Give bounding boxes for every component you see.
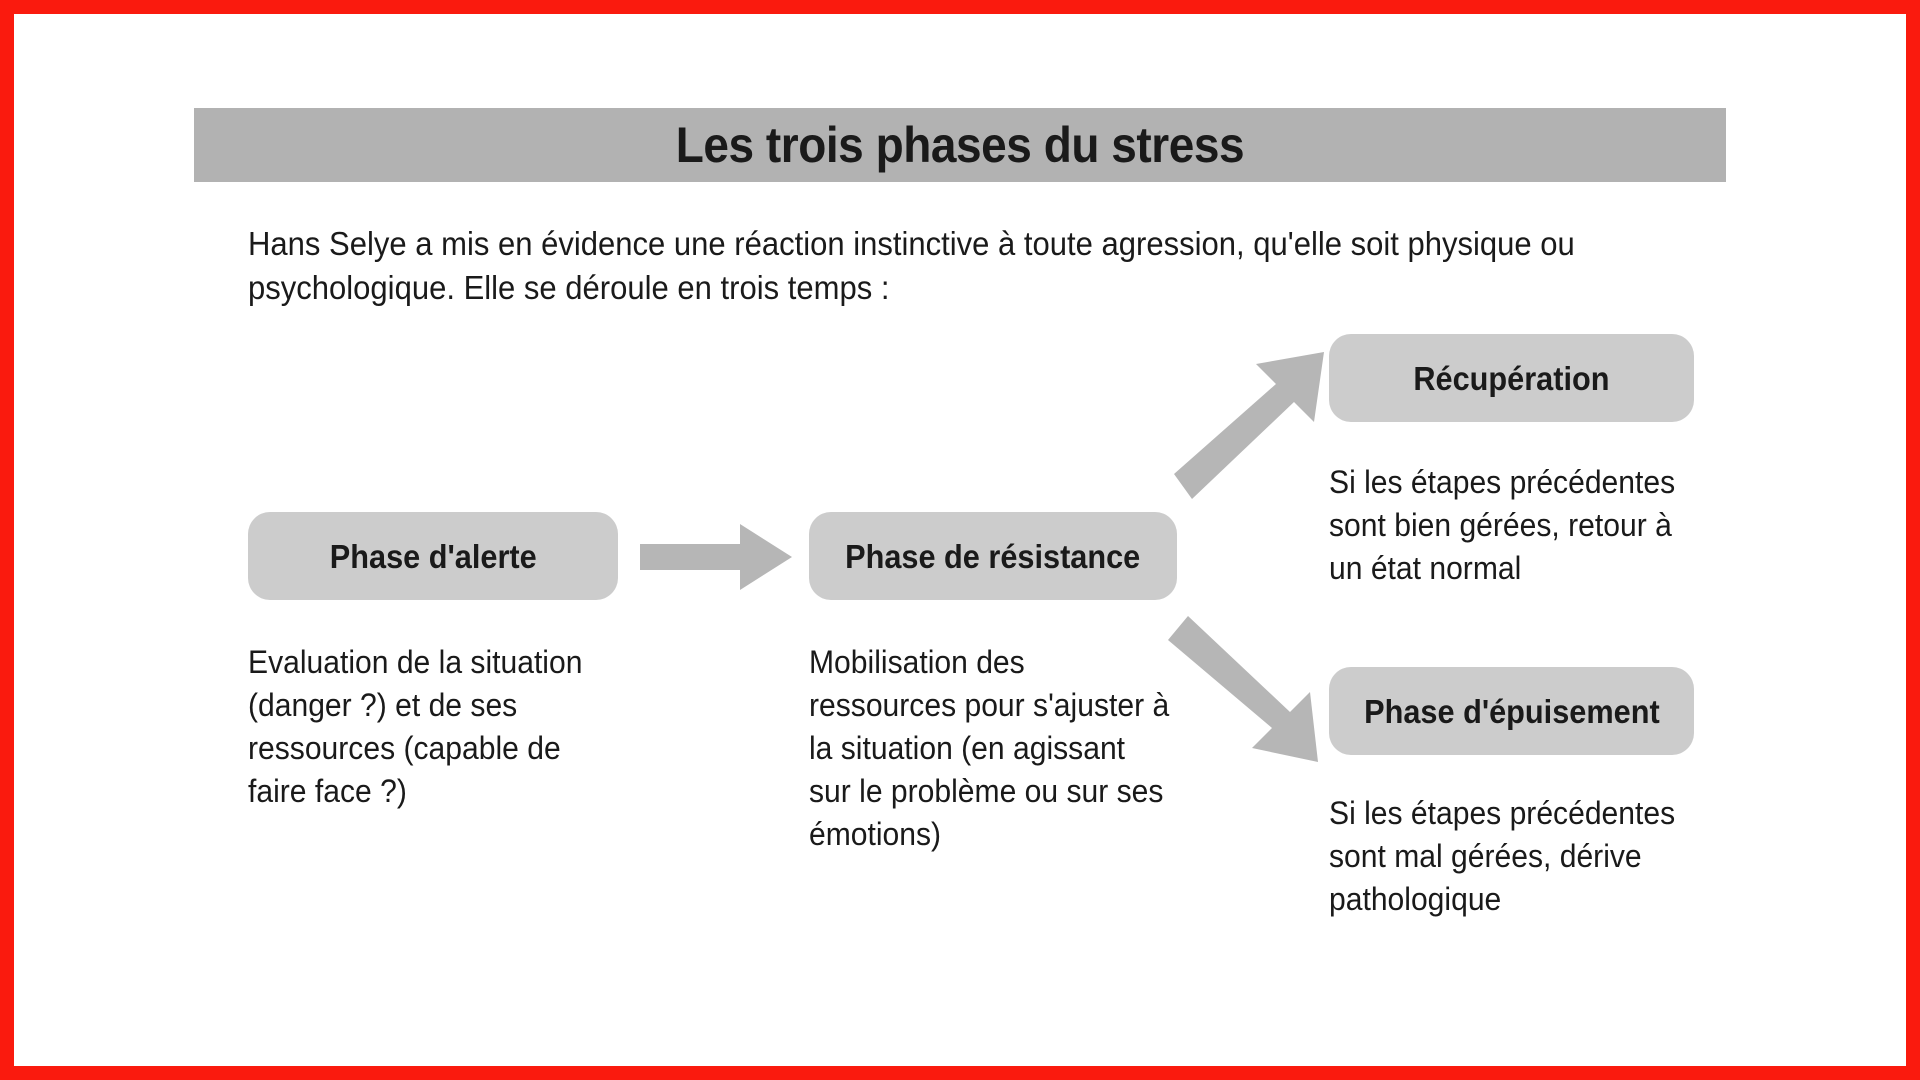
desc-line: ressources (capable de [248,730,561,767]
desc-line: sur le problème ou sur ses [809,773,1164,810]
desc-line: sont bien gérées, retour à [1329,507,1672,544]
intro-line-2: psychologique. Elle se déroule en trois temps : [248,269,890,307]
phase-description-epuisement [1329,792,1675,921]
phase-label-epuisement: Phase d'épuisement [1363,692,1660,730]
phase-description-recuperation [1329,461,1675,590]
desc-line: (danger ?) et de ses [248,687,518,724]
desc-line: Mobilisation des [809,644,1025,680]
phase-box-recuperation [1329,334,1694,422]
desc-line: Si les étapes précédentes [1329,464,1676,500]
intro-line-1: Hans Selye a mis en évidence une réaction instinctive à toute agression, qu'elle soit physique ou [248,225,1575,262]
desc-line: Si les étapes précédentes [1329,795,1676,831]
arrow-down-right-icon [1166,612,1341,772]
desc-line: ressources pour s'ajuster à [809,687,1170,724]
phase-description-alerte [248,641,582,813]
desc-line: sont mal gérées, dérive [1329,838,1642,875]
intro-paragraph [248,222,1583,310]
desc-line: pathologique [1329,881,1502,918]
phase-box-alerte [248,512,618,600]
desc-line: la situation (en agissant [809,730,1126,767]
desc-line: un état normal [1329,550,1522,587]
phase-label-alerte: Phase d'alerte [329,537,537,575]
title-bar [194,108,1726,182]
phase-label-resistance: Phase de résistance [845,537,1141,575]
arrow-right-icon [640,514,800,600]
phase-box-resistance [809,512,1177,600]
phase-box-epuisement [1329,667,1694,755]
desc-line: Evaluation de la situation [248,644,583,680]
phase-description-resistance [809,641,1169,856]
poster-canvas [14,14,1906,1066]
desc-line: émotions) [809,816,942,853]
page-title: Les trois phases du stress [675,117,1245,173]
arrow-up-right-icon [1174,344,1344,504]
desc-line: faire face ?) [248,773,407,810]
phase-label-recuperation: Récupération [1413,359,1610,397]
